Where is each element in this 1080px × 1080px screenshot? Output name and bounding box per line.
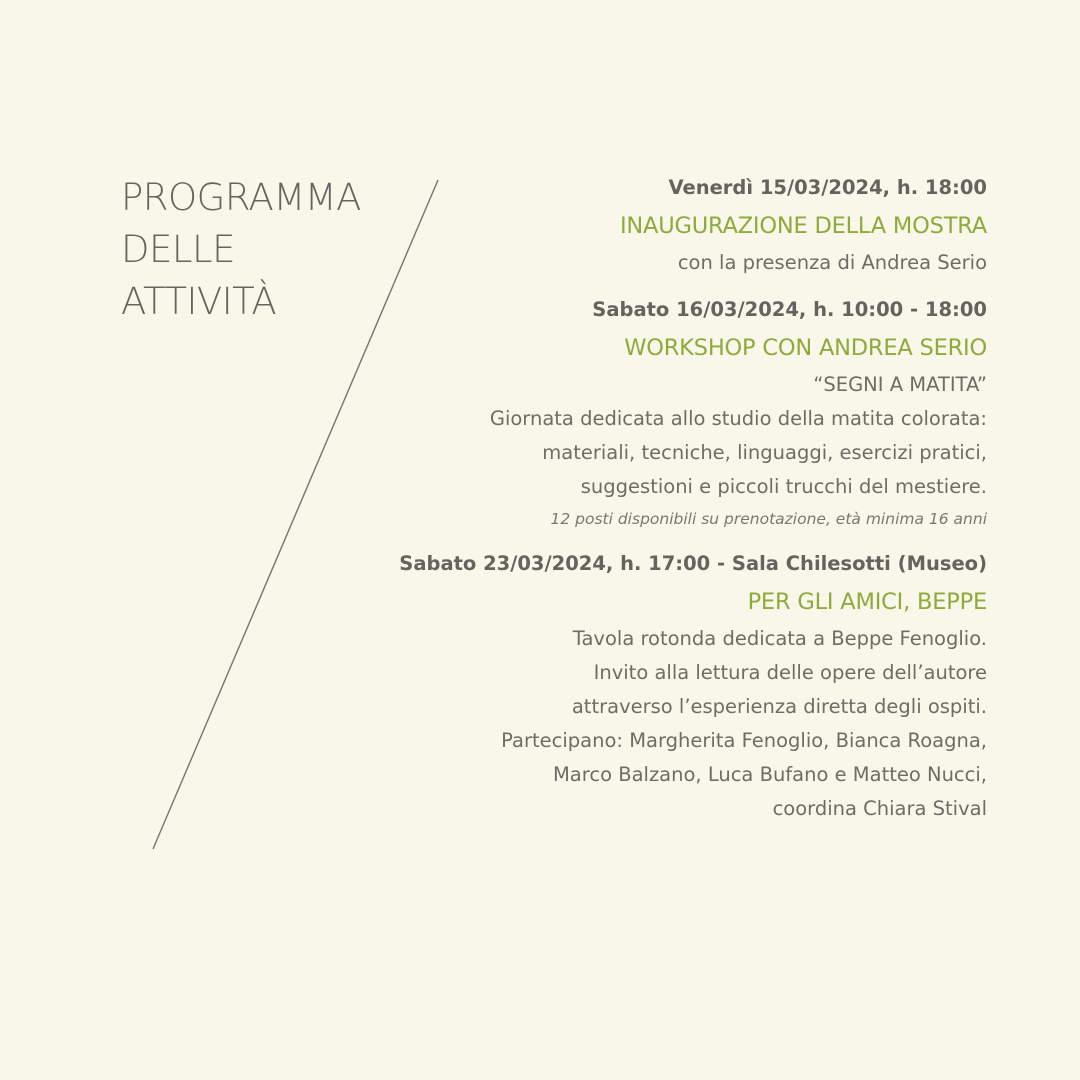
event-description-line: materiali, tecniche, linguaggi, esercizi pratici,: [542, 441, 987, 464]
event-title: INAUGURAZIONE DELLA MOSTRA: [619, 213, 987, 239]
event-subtitle: “SEGNI A MATITA”: [813, 373, 987, 396]
event-booking-note: 12 posti disponibili su prenotazione, età minima 16 anni: [550, 510, 987, 528]
event-participants-line: Marco Balzano, Luca Bufano e Matteo Nucci,: [552, 763, 987, 786]
event-date: Venerdì 15/03/2024, h. 18:00: [668, 176, 987, 199]
event-date: Sabato 16/03/2024, h. 10:00 - 18:00: [592, 298, 987, 321]
event-description-line: attraverso l’esperienza diretta degli ospiti.: [571, 695, 987, 718]
event-date: Sabato 23/03/2024, h. 17:00 - Sala Chilesotti (Museo): [399, 552, 987, 575]
heading-line-3: ATTIVITÀ: [121, 280, 277, 323]
event-description-line: Giornata dedicata allo studio della matita colorata:: [489, 407, 987, 430]
event-inauguration: [367, 170, 987, 280]
event-description-line: con la presenza di Andrea Serio: [677, 251, 987, 274]
heading-line-1: PROGRAMMA: [121, 176, 361, 219]
event-workshop: [367, 292, 987, 534]
heading-line-2: DELLE: [121, 228, 235, 271]
event-description-line: suggestioni e piccoli trucchi del mestiere.: [580, 475, 987, 498]
event-round-table: [367, 546, 987, 826]
event-coordinator-line: coordina Chiara Stival: [772, 797, 987, 820]
event-title: WORKSHOP CON ANDREA SERIO: [624, 335, 987, 361]
event-list: [367, 170, 987, 838]
event-participants-line: Partecipano: Margherita Fenoglio, Bianca Roagna,: [501, 729, 987, 752]
program-heading: [121, 172, 361, 328]
event-description-line: Tavola rotonda dedicata a Beppe Fenoglio.: [572, 627, 987, 650]
event-description-line: Invito alla lettura delle opere dell’autore: [593, 661, 987, 684]
event-title: PER GLI AMICI, BEPPE: [747, 589, 987, 615]
